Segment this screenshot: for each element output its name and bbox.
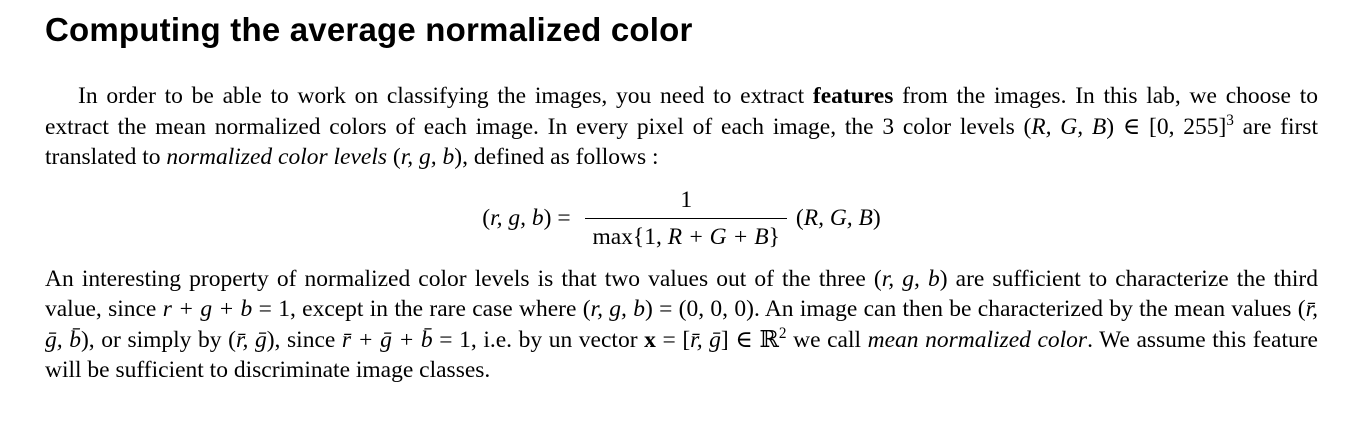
text-segment: are first translated to — [45, 113, 1318, 170]
text-segment: = 1, i.e. by un vector — [432, 326, 645, 353]
text-segment: r̄ + ḡ + b̄ — [341, 326, 433, 353]
text-segment: ) are sufficient to characterize the third value, since — [45, 265, 1318, 323]
text-segment: from the images. In this lab, we choose to extract the mean normalized colors of each image. In every pixel of each image, the 3 color levels ( — [45, 83, 1318, 140]
text-segment: ( — [795, 205, 804, 232]
text-segment: = [ — [655, 326, 691, 353]
text-segment: ) — [872, 205, 881, 232]
text-segment: features — [812, 83, 894, 109]
text-segment: ), since — [266, 326, 342, 353]
text-segment: ] ∈ ℝ — [720, 326, 779, 353]
text-segment: mean normalized color — [867, 326, 1088, 353]
text-segment: R + G + B — [667, 223, 769, 250]
equation-fraction — [585, 186, 786, 251]
text-segment: In order to be able to work on classifying the images, you need to extract — [78, 83, 813, 109]
text-segment: r̄, ḡ — [690, 326, 721, 353]
text-segment: r, g, b — [490, 205, 544, 232]
text-segment: R, G, B — [803, 205, 873, 232]
text-segment: . We assume this feature will be sufficient to discriminate image classes. — [45, 326, 1318, 384]
text-segment: 2 — [778, 325, 787, 343]
section-title: Computing the average normalized color — [45, 11, 693, 48]
text-segment: r, g, b — [881, 265, 940, 292]
text-segment: we call — [786, 326, 868, 353]
paragraph-property — [45, 264, 1318, 386]
text-segment: r + g + b — [162, 296, 253, 323]
text-segment: An interesting property of normalized color levels is that two values out of the three ( — [45, 265, 882, 292]
text-segment: ) ∈ [0, 255] — [1106, 113, 1227, 140]
equation-normalized-color — [45, 186, 1318, 251]
text-segment: = 1, except in the rare case where ( — [252, 296, 591, 323]
fraction-numerator: 1 — [680, 186, 693, 213]
text-segment: x — [644, 326, 656, 353]
text-segment: } — [768, 223, 780, 250]
text-segment: max{1, — [592, 223, 668, 250]
text-segment: r̄, ḡ, b̄ — [45, 296, 1318, 353]
text-segment: ), or simply by ( — [80, 326, 236, 353]
text-segment: ), defined as follows : — [454, 144, 659, 170]
text-segment: ( — [387, 144, 401, 170]
equation-lhs — [482, 204, 576, 232]
text-segment: r̄, ḡ — [235, 326, 267, 353]
text-segment: 3 — [1226, 112, 1234, 130]
equation-rhs — [796, 204, 881, 232]
paragraph-intro — [45, 81, 1318, 173]
text-segment: r, g, b — [400, 144, 455, 170]
text-segment: normalized color levels — [166, 144, 387, 170]
text-segment: ( — [482, 205, 491, 232]
fraction-denominator — [585, 218, 786, 251]
text-segment: R, G, B — [1031, 113, 1107, 140]
text-segment: ) = — [543, 205, 577, 232]
text-segment: r, g, b — [590, 296, 645, 323]
text-segment: ) = (0, 0, 0). An image can then be characterized by the mean values ( — [644, 296, 1306, 323]
